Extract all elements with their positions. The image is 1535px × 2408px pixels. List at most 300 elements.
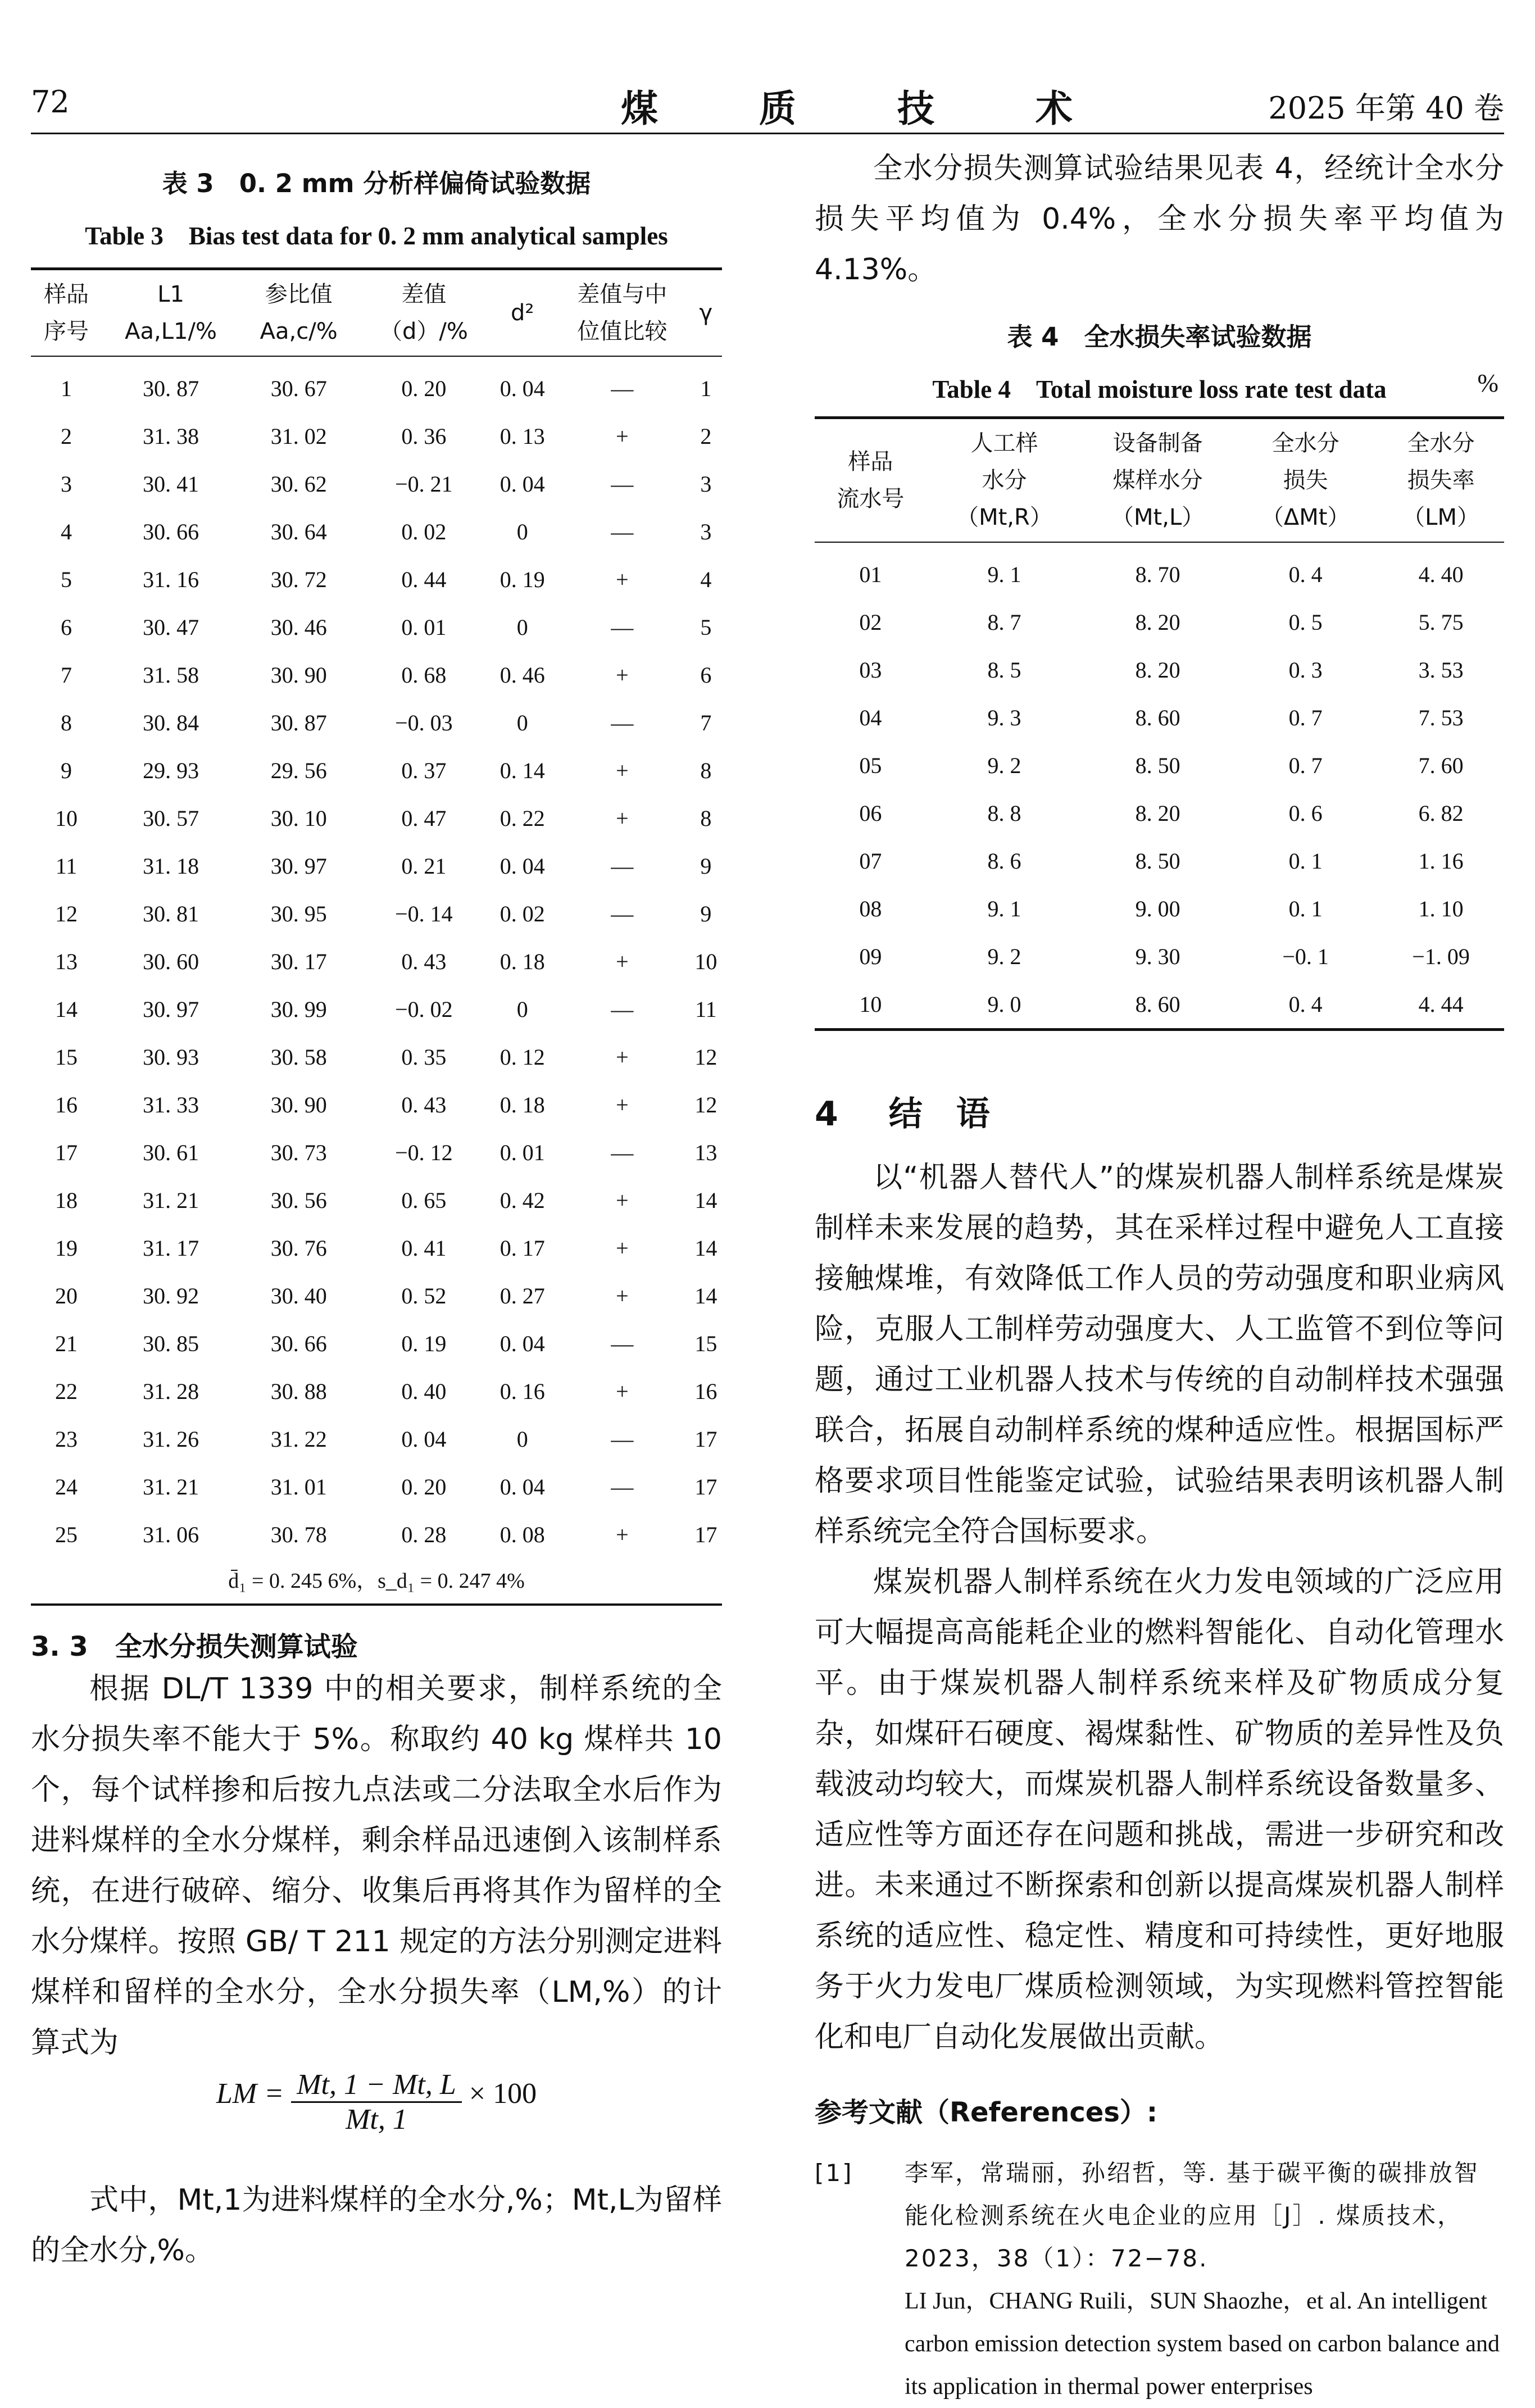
table3-cell: 30. 41	[143, 471, 199, 497]
table3-row	[31, 1511, 722, 1559]
table3-cell: +	[616, 949, 629, 974]
table3-header-cell: 差值与中 位值比较	[577, 281, 667, 344]
table3-header-cell: 差值 （d）/%	[379, 281, 468, 344]
table3-cell: 0. 47	[401, 806, 447, 831]
table4-cell: 9. 3	[987, 705, 1021, 730]
table4-row	[815, 980, 1504, 1030]
table3-cell: 0	[516, 997, 528, 1022]
section-3-3-title: 3. 3 全水分损失测算试验	[31, 1631, 358, 1662]
table3-cell: 17	[55, 1140, 78, 1165]
table3-cell: 6	[61, 615, 72, 640]
table3-cell: 10	[694, 949, 717, 974]
table3-cell: 30. 62	[270, 471, 327, 497]
table3-cell: 1	[61, 376, 72, 401]
table3-cell: —	[611, 1331, 634, 1356]
left-column	[31, 146, 722, 2276]
formula-lhs: LM =	[216, 2078, 284, 2110]
table4-cell: −1. 09	[1412, 944, 1470, 969]
table3-cell: —	[611, 997, 634, 1022]
table4-cell: 8. 20	[1135, 610, 1180, 635]
table3-cell: —	[611, 1426, 634, 1452]
table3-cell: 0	[516, 519, 528, 544]
table4-cell: 8. 70	[1135, 562, 1180, 587]
table3-cell: 30. 76	[270, 1235, 327, 1261]
table3-row	[31, 747, 722, 794]
table3-cell: 0. 27	[499, 1283, 545, 1309]
section-4-heading	[815, 1087, 1504, 1135]
table3-cell: +	[616, 1188, 629, 1213]
table3-row	[31, 356, 722, 412]
table3-cell: 30. 92	[143, 1283, 199, 1309]
table3-cell: 0. 65	[401, 1188, 447, 1213]
table4-cell: 8. 50	[1135, 848, 1180, 874]
table4-cell: 0. 6	[1288, 801, 1323, 826]
table4-cell: 0. 4	[1288, 992, 1323, 1017]
table3-cell: −0. 14	[395, 901, 453, 926]
table3-cell: 7	[700, 710, 712, 735]
table3-cell: 4	[700, 567, 712, 592]
table4-cell: 1. 16	[1418, 848, 1464, 874]
table3-cell: —	[611, 376, 634, 401]
table3-cell: 31. 58	[143, 662, 199, 688]
table4-header-row	[815, 418, 1504, 543]
table3-cell: 6	[700, 662, 712, 688]
table3-cell: 12	[694, 1044, 717, 1070]
table3-cell: 30. 72	[270, 567, 327, 592]
table3-caption-cn: 表 3 0. 2 mm 分析样偏倚试验数据	[162, 169, 591, 198]
table3-cell: 0. 04	[499, 1474, 545, 1500]
table3-cell: 0. 36	[401, 424, 447, 449]
table3-cell: 17	[694, 1426, 717, 1452]
table3-cell: 14	[694, 1188, 717, 1213]
table3-cell: 30. 56	[270, 1188, 327, 1213]
table3-cell: 30. 78	[270, 1522, 327, 1547]
table3-cell: 3	[61, 471, 72, 497]
table3-cell: —	[611, 471, 634, 497]
table4-row	[815, 694, 1504, 742]
table3-cell: 31. 22	[270, 1426, 327, 1452]
table3-row	[31, 794, 722, 842]
table4-caption-en-row	[815, 369, 1504, 405]
table3-cell: 0. 01	[499, 1140, 545, 1165]
page-header	[31, 67, 1504, 129]
table3-cell: 19	[55, 1235, 78, 1261]
table3-header-cell: 参比值 Aa,c/%	[260, 281, 338, 344]
table3-cell: 9	[700, 853, 712, 879]
table3-cell: 14	[694, 1283, 717, 1309]
table4-caption-cn: 表 4 全水损失率试验数据	[1007, 322, 1312, 352]
table3-cell: −0. 03	[395, 710, 453, 735]
table3-cell: −0. 12	[395, 1140, 453, 1165]
table3-cell: 30. 46	[270, 615, 327, 640]
table3-header-cell: d²	[511, 300, 534, 326]
page-number: 72	[31, 84, 70, 120]
table4-cell: 8. 20	[1135, 801, 1180, 826]
table3-cell: +	[616, 806, 629, 831]
table4-cell: 4. 40	[1418, 562, 1464, 587]
table3-cell: 21	[55, 1331, 78, 1356]
table3-header-row	[31, 269, 722, 357]
table3-cell: 0. 52	[401, 1283, 447, 1309]
table3-cell: −0. 21	[395, 471, 453, 497]
table3-cell: 9	[700, 901, 712, 926]
table3-cell: 0. 35	[401, 1044, 447, 1070]
table3-cell: 0. 18	[499, 949, 545, 974]
table3-cell: 0. 16	[499, 1379, 545, 1404]
section-4-paragraph-1: 以“机器人替代人”的煤炭机器人制样系统是煤炭制样未来发展的趋势，其在采样过程中避免人工直接接触煤堆，有效降低工作人员的劳动强度和职业病风险，克服人工制样劳动强度大、人工监管不到位等问题，通过工业机器人技术与传统的自动制样技术强强联合，拓展自动制样系统的煤种适应性。根据国标严格要求项目性能鉴定试验，试验结果表明该机器人制样系统完全符合国标要求。	[815, 1161, 1504, 1548]
table3-cell: 12	[55, 901, 78, 926]
table3-cell: 15	[694, 1331, 717, 1356]
table4-cell: 07	[859, 848, 882, 874]
table3-cell: 5	[700, 615, 712, 640]
table4-row	[815, 789, 1504, 837]
section-4-paragraph-2: 煤炭机器人制样系统在火力发电领域的广泛应用可大幅提高高能耗企业的燃料智能化、自动化管理水平。由于煤炭机器人制样系统来样及矿物质成分复杂，如煤矸石硬度、褐煤黏性、矿物质的差异性及负载波动均较大，而煤炭机器人制样系统设备数量多、适应性等方面还存在问题和挑战，需进一步研究和改进。未来通过不断探索和创新以提高煤炭机器人制样系统的适应性、稳定性、精度和可持续性，更好地服务于火力发电厂煤质检测领域，为实现燃料管控智能化和电厂自动化发展做出贡献。	[815, 1565, 1504, 2054]
table3-cell: 0. 19	[499, 567, 545, 592]
table3-cell: 0. 13	[499, 424, 545, 449]
table3-row	[31, 1033, 722, 1081]
reference-number: [1]	[815, 2159, 853, 2187]
table3-body	[31, 356, 722, 1559]
table4-header-cell: 样品 流水号	[837, 449, 905, 512]
table3-row	[31, 842, 722, 890]
table4-cell: 0. 5	[1288, 610, 1323, 635]
table3-cell: 29. 93	[143, 758, 199, 783]
table4-cell: 8. 20	[1135, 657, 1180, 683]
reference-item	[815, 2152, 1504, 2408]
table3-row	[31, 1367, 722, 1415]
table3-row	[31, 890, 722, 938]
table3-cell: 30. 87	[143, 376, 199, 401]
table4-cell: 9. 1	[987, 562, 1021, 587]
table3-cell: 0. 44	[401, 567, 447, 592]
table3-cell: 0. 02	[499, 901, 545, 926]
table3-cell: 31. 02	[270, 424, 327, 449]
table3-cell: —	[611, 1140, 634, 1165]
table3-cell: 31. 21	[143, 1188, 199, 1213]
table3-cell: 11	[695, 997, 717, 1022]
table4-cell: 9. 2	[987, 944, 1021, 969]
table3-cell: 30. 97	[143, 997, 199, 1022]
table3-row	[31, 1081, 722, 1129]
table4-header-cell: 全水分 损失率 （LM）	[1402, 430, 1479, 530]
table3-cell: 16	[694, 1379, 717, 1404]
table3-cell: 0. 68	[401, 662, 447, 688]
section-3-3-results: 全水分损失测算试验结果见表 4，经统计全水分损失平均值为 0.4%，全水分损失率平均值为 4.13%。	[815, 152, 1504, 287]
table3-cell: 31. 01	[270, 1474, 327, 1500]
table3-cell: 30. 10	[270, 806, 327, 831]
table4-cell: 8. 60	[1135, 705, 1180, 730]
table3-cell: 30. 95	[270, 901, 327, 926]
table3-cell: 30. 17	[270, 949, 327, 974]
table3-cell: —	[611, 615, 634, 640]
table3-row	[31, 1129, 722, 1176]
table4-cell: 10	[859, 992, 882, 1017]
table3-header-cell: L1 Aa,L1/%	[125, 281, 217, 344]
table3-row	[31, 460, 722, 508]
table3-row	[31, 985, 722, 1033]
table3-cell: 31. 16	[143, 567, 199, 592]
table3-cell: 25	[55, 1522, 78, 1547]
table3-cell: 30. 99	[270, 997, 327, 1022]
table3-cell: 14	[694, 1235, 717, 1261]
formula-denominator: Mt, 1	[346, 2103, 407, 2136]
table3-row	[31, 556, 722, 603]
table4-cell: 0. 4	[1288, 562, 1323, 587]
table3-cell: 30. 93	[143, 1044, 199, 1070]
table3-cell: 0. 21	[401, 853, 447, 879]
table3-cell: 30. 97	[270, 853, 327, 879]
table3-cell: −0. 02	[395, 997, 453, 1022]
table3-row	[31, 1463, 722, 1511]
table3-cell: +	[616, 1044, 629, 1070]
table3-cell: 0. 08	[499, 1522, 545, 1547]
table3-cell: 30. 57	[143, 806, 199, 831]
table3-cell: 2	[700, 424, 712, 449]
table3-cell: 0. 19	[401, 1331, 447, 1356]
table4-row	[815, 885, 1504, 933]
table3-cell: 3	[700, 471, 712, 497]
table3-cell: +	[616, 1235, 629, 1261]
table3-cell: +	[616, 1283, 629, 1309]
table3-cell: 0. 46	[499, 662, 545, 688]
table3-cell: 0. 20	[401, 1474, 447, 1500]
table3-row	[31, 651, 722, 699]
table3-header-cell: 样品 序号	[44, 281, 89, 344]
table3-cell: 24	[55, 1474, 78, 1500]
table3-cell: +	[616, 758, 629, 783]
table4-header-cell: 全水分 损失 （ΔMt）	[1261, 430, 1350, 530]
table3-cell: 10	[55, 806, 78, 831]
table4-cell: 02	[859, 610, 882, 635]
table4-cell: 01	[859, 562, 882, 587]
table4-cell: 0. 1	[1288, 848, 1323, 874]
table3-cell: 31. 17	[143, 1235, 199, 1261]
table3-row	[31, 699, 722, 747]
table3-row	[31, 508, 722, 556]
table3-cell: 0. 04	[401, 1426, 447, 1452]
table3-row	[31, 1272, 722, 1320]
table3-cell: 30. 66	[143, 519, 199, 544]
table3-cell: 30. 84	[143, 710, 199, 735]
table3-cell: 31. 28	[143, 1379, 199, 1404]
table3-cell: 0. 14	[499, 758, 545, 783]
table4-cell: 8. 5	[987, 657, 1021, 683]
volume-info: 2025 年第 40 卷	[1268, 90, 1504, 126]
table3-cell: 0. 20	[401, 376, 447, 401]
table4-body	[815, 542, 1504, 1030]
section-3-3-paragraph: 根据 DL/T 1339 中的相关要求，制样系统的全水分损失率不能大于 5%。称取约 40 kg 煤样共 10 个，每个试样掺和后按九点法或二分法取全水后作为进料煤样的全水分煤样，剩余样品迅速倒入该制样系统，在进行破碎、缩分、收集后再将其作为留样的全水分煤样。按照 GB/ T 211 规定的方法分别测定进料煤样和留样的全水分，全水分损失率（LM,%）的计算式为	[31, 1672, 722, 2060]
table3-cell: 30. 90	[270, 662, 327, 688]
table3-cell: 0. 01	[401, 615, 447, 640]
table3-header-cell: γ	[699, 300, 713, 326]
table4-cell: 7. 60	[1418, 753, 1464, 778]
table3-cell: 14	[55, 997, 78, 1022]
section-4-number: 4	[815, 1094, 838, 1134]
table3-cell: 30. 47	[143, 615, 199, 640]
table3-cell: 9	[61, 758, 72, 783]
table3-cell: 31. 26	[143, 1426, 199, 1452]
formula-moisture-loss	[31, 2068, 722, 2175]
table3-cell: 0. 04	[499, 1331, 545, 1356]
table4-caption-en: Table 4 Total moisture loss rate test data	[932, 375, 1387, 403]
table3-row	[31, 1224, 722, 1272]
table3-cell: 20	[55, 1283, 78, 1309]
table3-cell: —	[611, 1474, 634, 1500]
right-column	[815, 146, 1504, 2408]
table4-row	[815, 542, 1504, 598]
formula-explanation: 式中，Mt,1为进料煤样的全水分,%；Mt,L为留样的全水分,%。	[31, 2183, 722, 2268]
table4-header-cell: 人工样 水分 （Mt,R）	[956, 430, 1052, 530]
table3-cell: 0. 18	[499, 1092, 545, 1117]
table3-cell: 12	[694, 1092, 717, 1117]
table4-cell: 9. 0	[987, 992, 1021, 1017]
table3-cell: 13	[55, 949, 78, 974]
table3-cell: 0. 28	[401, 1522, 447, 1547]
table4-cell: 0. 1	[1288, 896, 1323, 921]
formula-rhs: × 100	[469, 2078, 537, 2110]
table3-cell: 31. 18	[143, 853, 199, 879]
table4-cell: 03	[859, 657, 882, 683]
table4-cell: 0. 3	[1288, 657, 1323, 683]
table3-cell: 30. 67	[270, 376, 327, 401]
table3-row	[31, 1176, 722, 1224]
table3-cell: 0. 04	[499, 853, 545, 879]
table3-cell: 31. 06	[143, 1522, 199, 1547]
table3-cell: 30. 73	[270, 1140, 327, 1165]
table4-cell: 5. 75	[1418, 610, 1464, 635]
table3-cell: 0. 12	[499, 1044, 545, 1070]
table3-cell: 17	[694, 1522, 717, 1547]
table3-cell: 30. 64	[270, 519, 327, 544]
table3-cell: 0	[516, 615, 528, 640]
table4-row	[815, 598, 1504, 646]
table3-cell: —	[611, 519, 634, 544]
table3-cell: 30. 85	[143, 1331, 199, 1356]
table3-cell: 30. 58	[270, 1044, 327, 1070]
table4-cell: 8. 50	[1135, 753, 1180, 778]
table3-cell: +	[616, 424, 629, 449]
table3-row	[31, 1320, 722, 1367]
table3-cell: 29. 56	[270, 758, 327, 783]
table3-cell: +	[616, 567, 629, 592]
table3	[31, 267, 722, 1559]
table4-cell: −0. 1	[1282, 944, 1329, 969]
section-4-title: 结 语	[888, 1094, 990, 1134]
table3-cell: 8	[61, 710, 72, 735]
table4-cell: 9. 2	[987, 753, 1021, 778]
references-list	[815, 2152, 1504, 2408]
table3-row	[31, 603, 722, 651]
table3-cell: —	[611, 853, 634, 879]
table3-cell: 7	[61, 662, 72, 688]
table3-cell: 0	[516, 710, 528, 735]
table3-cell: +	[616, 1092, 629, 1117]
table4-cell: 9. 1	[987, 896, 1021, 921]
table4-cell: 1. 10	[1418, 896, 1464, 921]
table3-cell: 0. 02	[401, 519, 447, 544]
table4-unit: %	[1477, 369, 1498, 397]
table3-cell: 1	[700, 376, 712, 401]
table4-cell: 4. 44	[1418, 992, 1464, 1017]
table4-row	[815, 742, 1504, 789]
table3-cell: 16	[55, 1092, 78, 1117]
table4-cell: 6. 82	[1418, 801, 1464, 826]
table3-cell: 0. 40	[401, 1379, 447, 1404]
table3-cell: 17	[694, 1474, 717, 1500]
table3-cell: 31. 21	[143, 1474, 199, 1500]
table4-cell: 05	[859, 753, 882, 778]
table4-cell: 09	[859, 944, 882, 969]
table3-caption-en: Table 3 Bias test data for 0. 2 mm analytical samples	[85, 222, 668, 250]
table3-cell: 11	[55, 853, 78, 879]
formula-fraction	[291, 2068, 462, 2136]
table3-cell: 8	[700, 806, 712, 831]
table3-statistics: d̄₁ = 0. 245 6%，s_d₁ = 0. 247 4%	[31, 1559, 722, 1606]
table3-cell: 0. 37	[401, 758, 447, 783]
table3-cell: 8	[700, 758, 712, 783]
table4-cell: 08	[859, 896, 882, 921]
table3-cell: 3	[700, 519, 712, 544]
table3-cell: 2	[61, 424, 72, 449]
table3-cell: 30. 61	[143, 1140, 199, 1165]
reference-text-cn: 李军，常瑞丽，孙绍哲，等. 基于碳平衡的碳排放智能化检测系统在火电企业的应用［J］. 煤质技术，2023，38（1）：72−78.	[905, 2159, 1479, 2272]
table3-cell: 31. 33	[143, 1092, 199, 1117]
table3-cell: 30. 60	[143, 949, 199, 974]
table4-cell: 9. 00	[1135, 896, 1180, 921]
table3-cell: 13	[694, 1140, 717, 1165]
table3-cell: 30. 87	[270, 710, 327, 735]
table4-cell: 06	[859, 801, 882, 826]
table4-cell: 8. 8	[987, 801, 1021, 826]
table4-row	[815, 837, 1504, 885]
table3-cell: 0. 42	[499, 1188, 545, 1213]
table3-cell: 30. 90	[270, 1092, 327, 1117]
table3-cell: 4	[61, 519, 72, 544]
table4-cell: 0. 7	[1288, 753, 1323, 778]
table3-cell: 0. 43	[401, 949, 447, 974]
table3-row	[31, 938, 722, 985]
table4-row	[815, 933, 1504, 980]
table3-cell: —	[611, 710, 634, 735]
table3-cell: 18	[55, 1188, 78, 1213]
table3-cell: +	[616, 1379, 629, 1404]
table3-cell: 15	[55, 1044, 78, 1070]
header-rule	[31, 133, 1504, 134]
table3-cell: 0. 17	[499, 1235, 545, 1261]
table4-cell: 8. 6	[987, 848, 1021, 874]
table3-cell: 0. 04	[499, 376, 545, 401]
references-title: 参考文献（References）:	[815, 2097, 1158, 2128]
table4-cell: 04	[859, 705, 882, 730]
table3-cell: +	[616, 662, 629, 688]
table3-cell: 0. 43	[401, 1092, 447, 1117]
table4-cell: 0. 7	[1288, 705, 1323, 730]
table3-cell: 0. 04	[499, 471, 545, 497]
table3-cell: 23	[55, 1426, 78, 1452]
table3-cell: 30. 81	[143, 901, 199, 926]
table3-cell: 30. 40	[270, 1283, 327, 1309]
table3-cell: 30. 88	[270, 1379, 327, 1404]
table3-row	[31, 1415, 722, 1463]
table3-cell: 31. 38	[143, 424, 199, 449]
table3-cell: +	[616, 1522, 629, 1547]
table3-cell: —	[611, 901, 634, 926]
table3-cell: 22	[55, 1379, 78, 1404]
table3-cell: 0. 22	[499, 806, 545, 831]
table4-row	[815, 646, 1504, 694]
table3-cell: 0	[516, 1426, 528, 1452]
table4-header-cell: 设备制备 煤样水分 （Mt,L）	[1111, 430, 1205, 530]
